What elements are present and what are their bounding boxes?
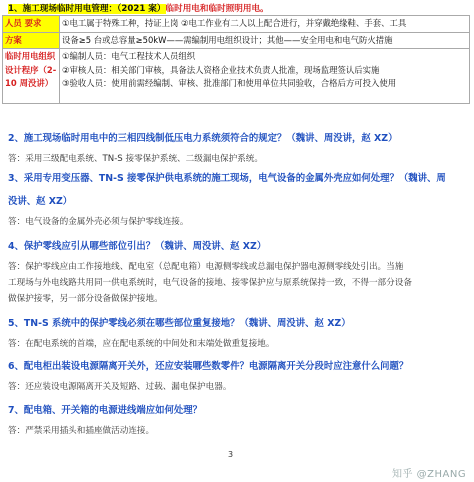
page-number: 3 (228, 450, 234, 459)
question-4: 4、保护零线应引从哪些部位引出？（魏讲、周没讲、赵 XZ） (8, 241, 267, 252)
table-row (3, 16, 470, 33)
answer-4-line-3: 做保护接零，另一部分设备做保护接地。 (8, 294, 163, 304)
question-2: 2、施工现场临时用电中的三相四线制低压电力系统须符合的规定？（魏讲、周没讲，赵 XZ） (8, 133, 398, 144)
question-7: 7、配电箱、开关箱的电源进线端应如何处理？ (8, 405, 203, 416)
answer-7: 答：严禁采用插头和插座做活动连接。 (8, 426, 155, 436)
electric-management-table (2, 15, 470, 104)
procedure-line-1: ①编制人员：电气工程技术人员组织 (62, 51, 196, 61)
question-3-line-2: 没讲、赵 XZ） (8, 196, 73, 207)
question-5: 5、TN-S 系统中的保护零线必须在哪些部位重复接地？（魏讲、周没讲、赵 XZ） (8, 318, 351, 329)
row-label-personnel: 人员 要求 (3, 16, 60, 33)
question-6: 6、配电柜出装设电源隔离开关外，还应安装哪些数零件？电源隔离开关分段时应注意什么问题？ (8, 361, 409, 372)
row-label-plan: 方案 (3, 32, 60, 49)
section-1-title (8, 2, 269, 14)
section-1-title-text: 1、施工现场临时用电管理：（2021 案） (8, 4, 166, 14)
table-row (3, 32, 470, 49)
answer-6: 答：还应装设电源隔离开关及短路、过载、漏电保护电器。 (8, 382, 232, 392)
procedure-line-3: ③验收人员：使用前需经编制、审核、批准部门和使用单位共同验收，合格后方可投入使用 (62, 78, 397, 88)
row-label-procedure: 临时用电组织设计程序（2-10 周没讲） (3, 49, 60, 104)
question-3-line-1: 3、采用专用变压器、TN-S 接零保护供电系统的施工现场，电气设备的金属外壳应如何处理？（魏讲、周 (8, 173, 446, 184)
row-text-procedure (60, 49, 470, 104)
watermark: 知乎 @ZHANG (392, 469, 467, 480)
section-1-title-tail: 临时用电和临时照明用电。 (165, 4, 269, 14)
row-text-plan (60, 32, 470, 49)
answer-4-line-1: 答：保护零线应由工作接地线、配电室（总配电箱）电源侧零线或总漏电保护器电源侧零线处引出。当施 (8, 262, 404, 272)
plan-text: 设备≥5 台或总容量≥50kW——需编制用电组织设计；其他——安全用电和电气防火措施 (62, 34, 393, 45)
answer-2: 答：采用三级配电系统、TN-S 接零保护系统、二级漏电保护系统。 (8, 154, 263, 164)
answer-5: 答：在配电系统的首端，应在配电系统的中间处和末端处做重复接地。 (8, 339, 275, 349)
answer-4-line-2: 工现场与外电线路共用同一供电系统时，电气设备的接地、接零保护应与原系统保持一致，不得一部分设备 (8, 278, 412, 288)
row-text-personnel: ①电工属于特殊工种，持证上岗 ②电工作业有二人以上配合进行，并穿戴绝缘鞋、手套、工具 (60, 16, 470, 33)
answer-3: 答：电气设备的金属外壳必须与保护零线连接。 (8, 217, 189, 227)
procedure-line-2: ②审核人员：相关部门审核，具备法人资格企业技术负责人批准，现场监理签认后实施 (62, 64, 380, 75)
table-row (3, 49, 470, 104)
